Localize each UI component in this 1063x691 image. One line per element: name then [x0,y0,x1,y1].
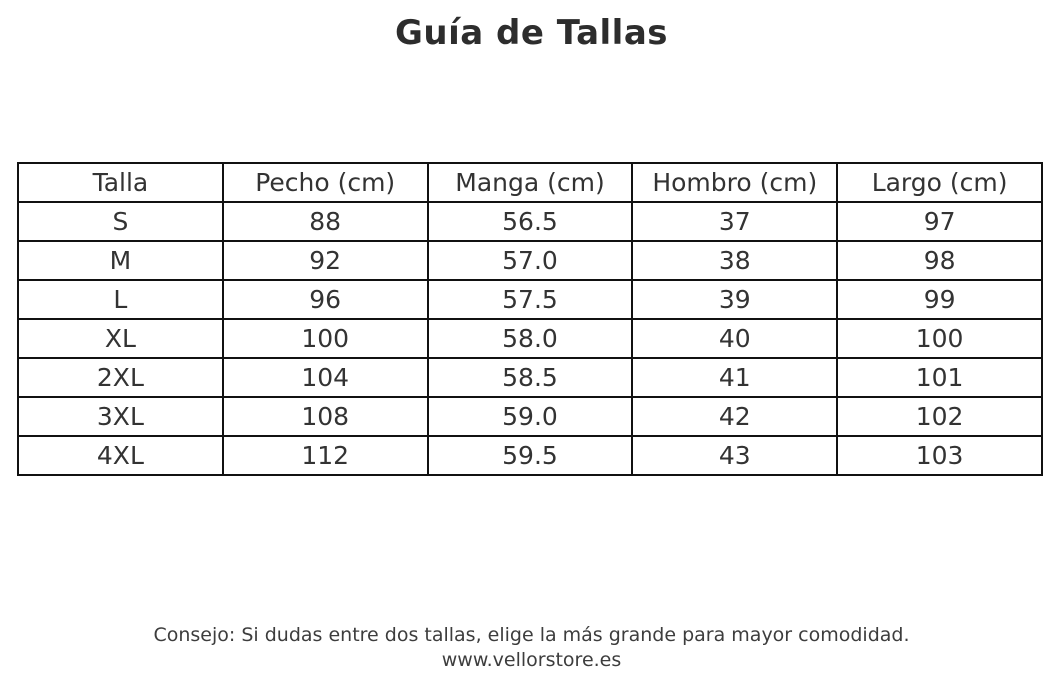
table-header-row [18,163,1042,202]
table-row [18,358,1042,397]
table-row [18,202,1042,241]
table-cell: 100 [837,319,1042,358]
table-row [18,319,1042,358]
table-cell: 42 [632,397,837,436]
table-cell: M [18,241,223,280]
table-cell: L [18,280,223,319]
table-cell: 41 [632,358,837,397]
table-row [18,280,1042,319]
footer-tip-text: Consejo: Si dudas entre dos tallas, elige la más grande para mayor comodidad. [153,624,910,646]
table-cell: 56.5 [428,202,633,241]
table-cell: 99 [837,280,1042,319]
table-cell: 57.0 [428,241,633,280]
table-header-cell: Pecho (cm) [223,163,428,202]
table-row [18,397,1042,436]
table-cell: 3XL [18,397,223,436]
table-cell: 103 [837,436,1042,475]
footer [0,623,1063,673]
table-cell: 92 [223,241,428,280]
size-table-body [18,202,1042,475]
table-cell: 40 [632,319,837,358]
table-cell: 57.5 [428,280,633,319]
table-header-cell: Largo (cm) [837,163,1042,202]
table-cell: 58.5 [428,358,633,397]
table-cell: 59.0 [428,397,633,436]
size-table [17,162,1043,476]
table-header-cell: Hombro (cm) [632,163,837,202]
table-cell: 101 [837,358,1042,397]
table-cell: 59.5 [428,436,633,475]
table-row [18,436,1042,475]
table-cell: 100 [223,319,428,358]
table-cell: 43 [632,436,837,475]
table-cell: 39 [632,280,837,319]
table-header-cell: Manga (cm) [428,163,633,202]
table-cell: 88 [223,202,428,241]
table-cell: XL [18,319,223,358]
table-cell: 104 [223,358,428,397]
table-cell: 98 [837,241,1042,280]
table-cell: 38 [632,241,837,280]
table-cell: 102 [837,397,1042,436]
table-cell: S [18,202,223,241]
table-cell: 108 [223,397,428,436]
table-cell: 96 [223,280,428,319]
size-table-header [18,163,1042,202]
table-cell: 37 [632,202,837,241]
table-cell: 112 [223,436,428,475]
page-title: Guía de Tallas [394,13,669,53]
table-cell: 4XL [18,436,223,475]
table-header-cell: Talla [18,163,223,202]
table-cell: 2XL [18,358,223,397]
table-cell: 97 [837,202,1042,241]
footer-website-text: www.vellorstore.es [441,649,622,671]
table-cell: 58.0 [428,319,633,358]
table-row [18,241,1042,280]
